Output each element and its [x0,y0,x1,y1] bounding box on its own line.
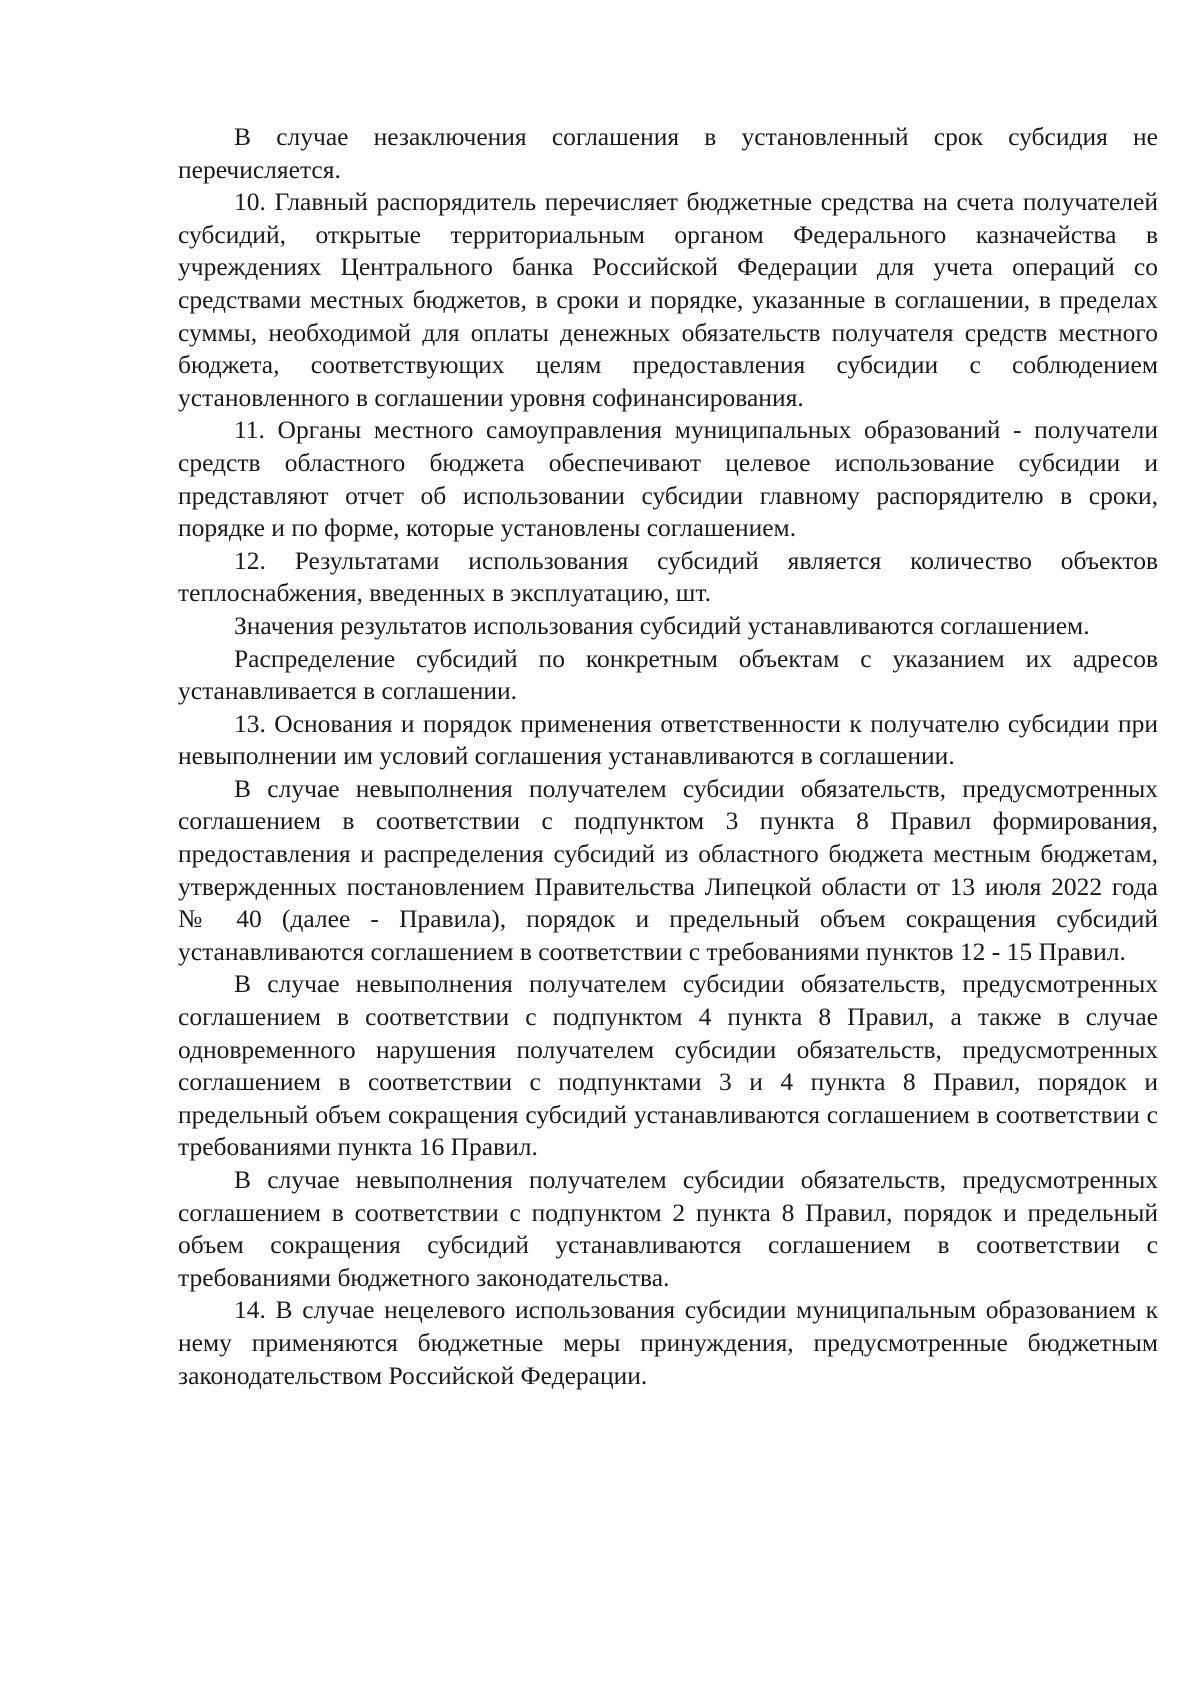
paragraph-12-values: Значения результатов использования субсидий устанавливаются соглашением. [234,610,1090,640]
paragraph-13-subpoint-3: В случае невыполнения получателем субсидии обязательств, предусмотренных соглашением в соответствии с подпунктом 3 пункта 8 Правил формирования, предоставления и распределения субсидий из областного бюджета местным бюджетам, утвержденных постановлением Правительства Липецкой области от 13 июля 2022 года № 40 (далее - Правила), порядок и предельный объем сокращения субсидий устанавливаются соглашением в соответствии с требованиями пунктов 12 - 15 Правил. [178,773,1158,966]
paragraph-11: 11. Органы местного самоуправления муниципальных образований - получатели средств областного бюджета обеспечивают целевое использование субсидии и представляют отчет об использовании субсидии главному распорядителю в сроки, порядке и по форме, которые установлены соглашением. [178,415,1158,543]
paragraph-13-subpoint-2: В случае невыполнения получателем субсидии обязательств, предусмотренных соглашением в соответствии с подпунктом 2 пункта 8 Правил, порядок и предельный объем сокращения субсидий устанавливаются соглашением в соответствии с требованиями бюджетного законодательства. [178,1165,1158,1292]
paragraph-13: 13. Основания и порядок применения ответственности к получателю субсидии при невыполнении им условий соглашения устанавливаются в соглашении. [178,708,1158,771]
paragraph-12: 12. Результатами использования субсидий является количество объектов теплоснабжения, введенных в эксплуатацию, шт. [178,545,1158,608]
paragraph-10: 10. Главный распорядитель перечисляет бюджетные средства на счета получателей субсидий, открытые территориальным органом Федерального казначейства в учреждениях Центрального банка Российской Федерации для учета операций со средствами местных бюджетов, в сроки и порядке, указанные в соглашении, в пределах суммы, необходимой для оплаты денежных обязательств получателя средств местного бюджета, соответствующих целям предоставления субсидии с соблюдением установленного в соглашении уровня софинансирования. [178,187,1158,412]
paragraph-14: 14. В случае нецелевого использования субсидии муниципальным образованием к нему применяются бюджетные меры принуждения, предусмотренные бюджетным законодательством Российской Федерации. [178,1295,1158,1390]
paragraph-subsidy-not-transferred: В случае незаключения соглашения в установленный срок субсидия не перечисляется. [178,122,1158,184]
paragraph-12-distribution: Распределение субсидий по конкретным объектам с указанием их адресов устанавливается в соглашении. [178,643,1158,706]
paragraph-13-subpoint-4: В случае невыполнения получателем субсидии обязательств, предусмотренных соглашением в соответствии с подпунктом 4 пункта 8 Правил, а также в случае одновременного нарушения получателем субсидии обязательств, предусмотренных соглашением в соответствии с подпунктами 3 и 4 пункта 8 Правил, порядок и предельный объем сокращения субсидий устанавливаются соглашением в соответствии с требованиями пункта 16 Правил. [178,969,1158,1162]
document-body [178,121,1158,1392]
